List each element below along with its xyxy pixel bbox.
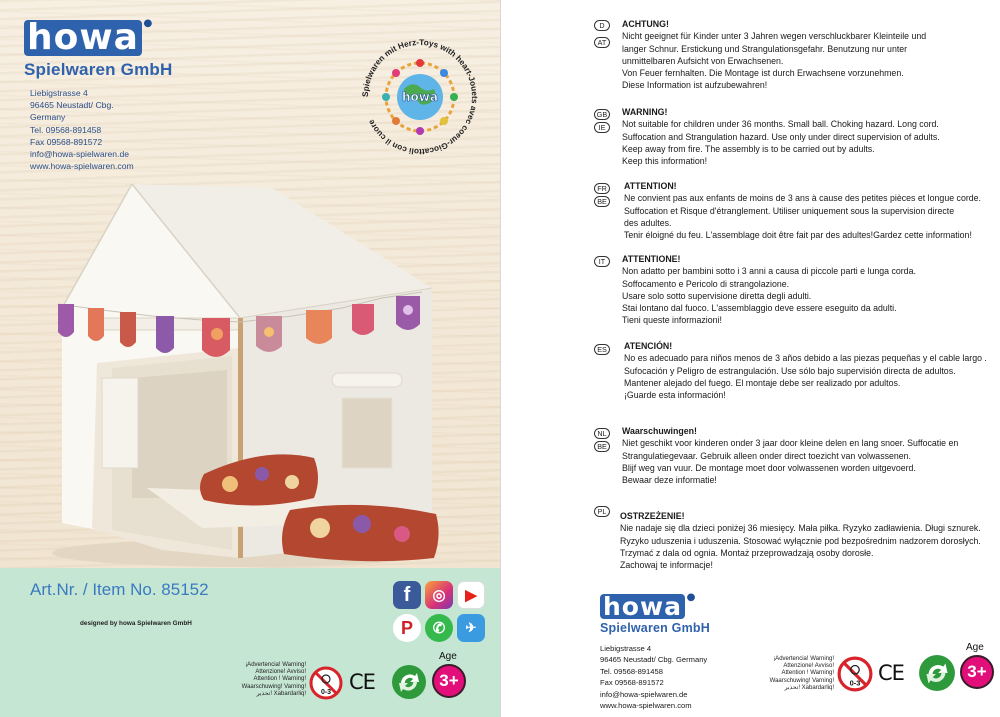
lang-code-badge: IT (594, 256, 610, 267)
age-badge: 3+ (960, 655, 994, 689)
warning-section-de: ACHTUNG! Nicht geeignet für Kinder unter 3 Jahren wegen verschluckbarer Kleinteile und langer Schnur. Erstickung und Strangulationsgefahr. Benutzung nur unter unmittelbaren Aufsicht von Erwachsenen. Von Feuer fernhalten. Die Montage ist durch Erwachsene vorzunehmen. Diese Information ist aufzubewahren! (622, 19, 927, 91)
address-fax: Fax 09568-891572 (600, 678, 664, 688)
address-email: info@howa-spielwaren.de (600, 689, 688, 699)
address-website: www.howa-spielwaren.com (30, 161, 134, 172)
howa-logo: howa ® Spielwaren GmbH (24, 17, 173, 79)
toys-with-heart-seal (352, 34, 488, 160)
not-for-under-3-icon (837, 656, 873, 692)
ce-mark: CE (878, 661, 904, 685)
warning-section-en: WARNING! Not suitable for children under 36 months. Small ball. Choking hazard. Long cord. Suffocation and Strangulation hazard. Use only under direct supervision of adults. Keep away from fire. The assembly is to be carried out by adults. Keep this information! (622, 107, 940, 167)
address-line: Liebigstrasse 4 (30, 88, 88, 98)
multilang-warning-mini: ¡Advertencia! Warning! Attenzione! Avviso! Attention ! Warning! Waarschuwing! Varning! تحذير! Xabardarliq! (241, 662, 306, 697)
warning-section-pl: OSTRZEŻENIE! Nie nadaje się dla dzieci poniżej 36 miesięcy. Mała piłka. Ryzyko zadławienia. Długi sznurek. Ryzyko uduszenia i uduszenia. Stosować wyłącznie pod bezpośrednim nadzorem dorosłych. Trzymać z dala od ognia. Montaż przeprowadzają osoby dorosłe. Zachowaj te informacje! (620, 511, 981, 571)
lang-code-badge: IE (594, 122, 610, 133)
warning-heading: ATTENTIONE! (622, 254, 681, 264)
address-phone: Tel. 09568-891458 (600, 666, 663, 676)
warning-heading: ATTENTION! (624, 181, 677, 191)
lang-code-badge: GB (594, 109, 610, 120)
multilang-warning-mini: ¡Advertencia! Warning! Attenzione! Avviso! Attention ! Warning! Waarschuwing! Varning! تحذير! Xabardarliq! (769, 656, 834, 691)
warning-heading: Waarschuwingen! (622, 426, 697, 436)
whatsapp-icon[interactable]: ✆ (425, 614, 453, 642)
lang-code-badge: AT (594, 37, 610, 48)
age-label: Age (966, 642, 984, 653)
warning-heading: ACHTUNG! (622, 19, 669, 29)
lang-code-badge: PL (594, 506, 610, 517)
ce-mark: CE (349, 670, 375, 694)
warning-section-it: ATTENTIONE! Non adatto per bambini sotto i 3 anni a causa di piccole parti e lunga corda. Soffocamento e Pericolo di strangolazione. Usare solo sotto supervisione diretta degli adulti. Stai lontano dal fuoco. L'assemblaggio deve essere eseguito da adulti. Tieni queste informazioni! (622, 254, 916, 326)
address-line: 96465 Neustadt/ Cbg. Germany (600, 655, 708, 665)
lang-code-badge: NL (594, 428, 610, 439)
address-line: Liebigstrasse 4 (600, 644, 652, 653)
address-line: 96465 Neustadt/ Cbg. (30, 100, 114, 111)
lang-code-badge: D (594, 20, 610, 31)
twitter-icon[interactable]: ✈ (457, 614, 485, 642)
designed-by-credit: designed by howa Spielwaren GmbH (80, 620, 192, 627)
lang-code-badge: BE (594, 196, 610, 207)
address-fax: Fax 09568-891572 (30, 136, 103, 147)
warning-section-es: ATENCIÓN! No es adecuado para niños menos de 3 años debido a las piezas pequeñas y el cable largo . Sufocación y Peligro de estrangulación. Use sólo bajo supervisión directa de adultos. Mantener alejado del fuego. El montaje debe ser realizado por adultos. ¡Guarde esta información! (624, 341, 987, 401)
svg-text:0-3: 0-3 (320, 689, 332, 696)
seal-arc-text: Spielwaren mit Herz-Toys with heart-Jouets avec coeur-Giocattoli con il cuore (360, 37, 480, 157)
age-badge: 3+ (432, 664, 466, 698)
howa-logo-wordmark: howa (24, 20, 142, 56)
lang-code-badge: FR (594, 183, 610, 194)
company-name: Spielwaren GmbH (24, 60, 173, 79)
warning-heading: OSTRZEŻENIE! (620, 511, 685, 521)
address-phone: Tel. 09568-891458 (30, 124, 102, 135)
warning-heading: ATENCIÓN! (624, 341, 673, 351)
pinterest-icon[interactable]: P (393, 614, 421, 642)
facebook-icon[interactable]: f (393, 581, 421, 609)
seal-center-logo: howa (402, 90, 438, 104)
howa-logo-small: howa ® Spielwaren GmbH (600, 592, 710, 635)
company-name: Spielwaren GmbH (600, 621, 710, 635)
company-address (30, 87, 134, 172)
lang-code-badge: BE (594, 441, 610, 452)
warning-section-nl: Waarschuwingen! Niet geschikt voor kinderen onder 3 jaar door kleine delen en lang snoer. Suffocatie en Strangulatiegevaar. Gebruik alleen onder direct toezicht van volwassenen. Blijf weg van vuur. De montage moet door volwassenen worden uitgevoerd. Bewaar deze informatie! (622, 426, 959, 486)
item-number: Art.Nr. / Item No. 85152 (30, 580, 209, 599)
address-website: www.howa-spielwaren.com (600, 701, 692, 711)
instagram-icon[interactable]: ◎ (425, 581, 453, 609)
svg-text:0-3: 0-3 (849, 678, 861, 688)
not-for-under-3-icon (309, 666, 343, 700)
howa-logo-wordmark: howa (600, 594, 685, 619)
warning-heading: WARNING! (622, 107, 668, 117)
address-line: Germany (30, 112, 66, 123)
lang-code-badge: ES (594, 344, 610, 355)
recycling-icon (918, 654, 956, 692)
address-email: info@howa-spielwaren.de (30, 149, 130, 160)
youtube-icon[interactable]: ▶ (457, 581, 485, 609)
warning-section-fr: ATTENTION! Ne convient pas aux enfants de moins de 3 ans à cause des petites pièces et longue corde. Suffocation et Risque d'étranglement. Utiliser uniquement sous la supervision directe des adultes. Tenir éloigné du feu. L'assemblage doit être fait par des adultes!Gardez cette information! (624, 181, 981, 241)
age-label: Age (439, 651, 457, 662)
company-address-right (600, 643, 707, 711)
play-tent-image (52, 178, 452, 568)
recycling-icon (391, 664, 427, 700)
panel-divider (500, 0, 501, 717)
cushion-2 (282, 505, 439, 561)
